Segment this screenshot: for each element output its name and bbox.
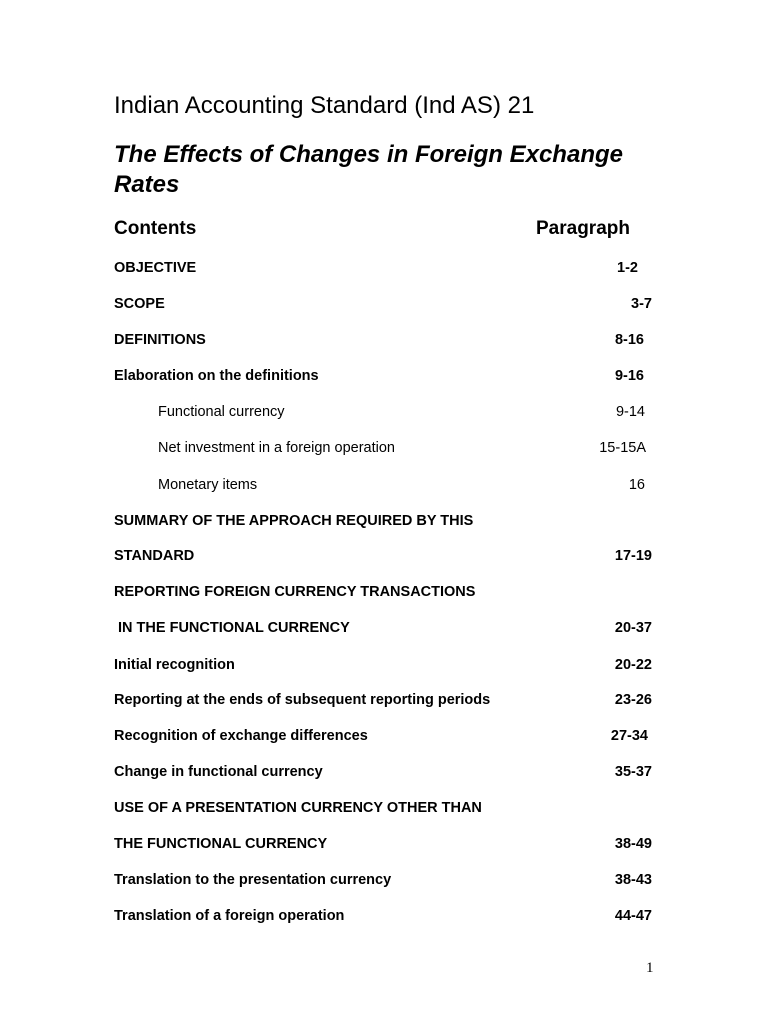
toc-label: USE OF A PRESENTATION CURRENCY OTHER THAN <box>114 800 482 816</box>
toc-paragraph: 38-49 <box>614 836 652 852</box>
toc-label: Monetary items <box>158 477 258 493</box>
toc-row <box>0 332 768 352</box>
paragraph-heading: Paragraph <box>536 218 630 239</box>
toc-row <box>0 260 768 280</box>
toc-row <box>0 692 768 712</box>
toc-paragraph: 23-26 <box>614 692 652 708</box>
toc-label: Recognition of exchange differences <box>114 728 368 744</box>
toc-row <box>0 620 768 640</box>
toc-label: STANDARD <box>114 548 195 564</box>
toc-row <box>0 836 768 856</box>
toc-label: Net investment in a foreign operation <box>158 440 395 456</box>
toc-label: IN THE FUNCTIONAL CURRENCY <box>114 620 350 636</box>
toc-row <box>0 440 768 460</box>
toc-paragraph: 15-15A <box>599 440 646 456</box>
toc-paragraph: 38-43 <box>614 872 652 888</box>
toc-label: Functional currency <box>158 404 285 420</box>
document-subtitle: The Effects of Changes in Foreign Exchange Rates <box>114 141 623 198</box>
toc-label: SUMMARY OF THE APPROACH REQUIRED BY THIS <box>114 513 474 529</box>
page-number: 1 <box>646 960 654 976</box>
toc-row <box>0 872 768 892</box>
toc-label: Elaboration on the definitions <box>114 368 319 384</box>
toc-paragraph: 27-34 <box>610 728 648 744</box>
toc-paragraph: 35-37 <box>614 764 652 780</box>
toc-label: Translation to the presentation currency <box>114 872 392 888</box>
toc-row <box>0 548 768 568</box>
toc-label: Change in functional currency <box>114 764 323 780</box>
toc-row <box>0 368 768 388</box>
document-title: Indian Accounting Standard (Ind AS) 21 <box>114 92 535 119</box>
toc-paragraph: 16 <box>628 477 645 493</box>
toc-paragraph: 9-16 <box>614 368 644 384</box>
toc-row <box>0 513 768 533</box>
toc-row <box>0 657 768 677</box>
toc-label: Translation of a foreign operation <box>114 908 345 924</box>
toc-label: THE FUNCTIONAL CURRENCY <box>114 836 328 852</box>
toc-row <box>0 477 768 497</box>
toc-paragraph: 3-7 <box>631 296 652 312</box>
toc-label: Reporting at the ends of subsequent reporting periods <box>114 692 491 708</box>
toc-row <box>0 728 768 748</box>
toc-paragraph: 20-37 <box>614 620 652 636</box>
toc-row <box>0 800 768 820</box>
toc-row <box>0 296 768 316</box>
toc-label: SCOPE <box>114 296 165 312</box>
toc-row <box>0 584 768 604</box>
toc-paragraph: 17-19 <box>614 548 652 564</box>
toc-paragraph: 1-2 <box>617 260 638 276</box>
toc-row <box>0 404 768 424</box>
contents-heading: Contents <box>114 218 197 239</box>
toc-paragraph: 44-47 <box>614 908 652 924</box>
toc-label: DEFINITIONS <box>114 332 206 348</box>
toc-label: Initial recognition <box>114 657 235 673</box>
toc-row <box>0 908 768 928</box>
toc-paragraph: 20-22 <box>614 657 652 673</box>
toc-row <box>0 764 768 784</box>
toc-paragraph: 8-16 <box>614 332 644 348</box>
toc-label: REPORTING FOREIGN CURRENCY TRANSACTIONS <box>114 584 476 600</box>
toc-label: OBJECTIVE <box>114 260 197 276</box>
toc-paragraph: 9-14 <box>615 404 645 420</box>
